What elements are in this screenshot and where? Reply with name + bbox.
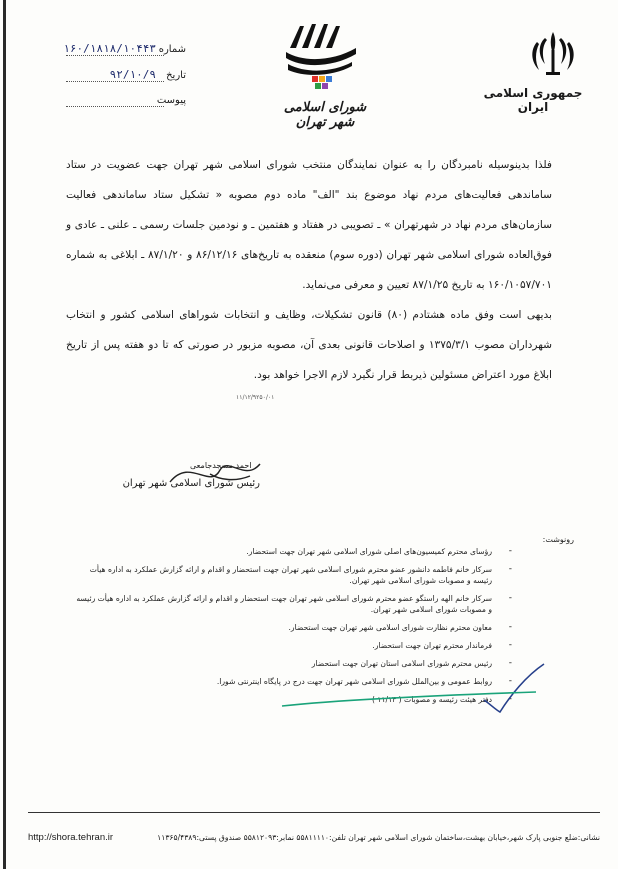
cc-heading: رونوشت:	[542, 535, 574, 544]
cc-item: - روابط عمومی و بین‌الملل شورای اسلامی شهر تهران جهت درج در پایگاه اینترنتی شورا.	[76, 676, 506, 687]
number-value: ۱۶۰/۱۸۱۸/۱۰۴۴۳	[63, 42, 156, 55]
footer-address: نشانی:ضلع جنوبی پارک شهر،خیابان بهشت،ساختمان شورای اسلامی شهر تهران تلفن:۵۵۸۱۱۱۱۰ نمابر:۵۵۸۱۲۰۹۳ صندوق پستی:۱۱۳۶۵/۴۳۸۹	[157, 833, 600, 842]
highlight-underline	[278, 686, 540, 710]
footer-website[interactable]: http://shora.tehran.ir	[28, 832, 114, 843]
cc-item: - سرکار خانم الهه راستگو عضو محترم شورای اسلامی شهر تهران جهت استحضار و اقدام و ارائه گزارش عملکرد به اداره هیأت رئیسه و مصوبات شورای اسلامی شهر تهران.	[76, 593, 506, 615]
number-label: شماره	[158, 44, 186, 55]
cc-item: - دفتر هیئت رئیسه و مصوبات ( ۱۱/۱۴ )	[76, 694, 506, 705]
signatory-name: احمد مسجدجامعی	[190, 461, 252, 470]
signatory-title: رئیس شورای اسلامی شهر تهران	[122, 478, 260, 489]
body-paragraph-2: بدیهی است وفق ماده هشتادم (۸۰) قانون تشکیلات، وظایف و انتخابات شوراهای اسلامی کشور و انتخاب شهرداران مصوب ۱۳۷۵/۳/۱ و اصلاحات قانونی بعدی آن، مصوبه مزبور در صورتی که تا دو هفته پس از تاریخ ابلاغ مورد اعتراض مسئولین ذیربط قرار نگیرد لازم الاجرا خواهد بود.	[66, 309, 552, 381]
date-label: تاریخ	[166, 70, 186, 81]
cc-item: - رئیس محترم شورای اسلامی استان تهران جهت استحضار	[76, 658, 506, 669]
body-paragraph-1: فلذا بدینوسیله نامبردگان را به عنوان نمایندگان منتخب شورای اسلامی شهر تهران جهت عضویت در ستاد ساماندهی فعالیت‌های مردم نهاد موضوع بند "الف" ماده دوم مصوبه « تشکیل ستاد ساماندهی فعالیت سازمان‌های مردم نهاد در شهرتهران » ـ تصویبی در هفتاد و هفتمین ـ و نودمین جلسات رسمی ـ علنی ـ عادی و فوق‌العاده شورای اسلامی شهر تهران (دوره سوم) منعقده به تاریخ‌های ۸۶/۱۲/۱۶ و ۸۷/۱/۲۰ ـ ابلاغی به شماره ۱۶۰/۱۰۵۷/۷۰۱ به تاریخ ۸۷/۱/۲۵ تعیین و معرفی می‌نماید.	[66, 159, 552, 291]
cc-item: - معاون محترم نظارت شورای اسلامی شهر تهران جهت استحضار.	[76, 622, 506, 633]
date-value: ۹۲/۱۰/۹	[109, 68, 156, 81]
footer-rule	[28, 812, 600, 813]
letter-body	[66, 150, 552, 390]
scan-edge	[3, 0, 6, 869]
tehran-council-logo-icon	[282, 18, 360, 98]
council-name: شورای اسلامی شهر تهران	[283, 100, 367, 130]
cc-item: - رؤسای محترم کمیسیون‌های اصلی شورای اسلامی شهر تهران جهت استحضار.	[76, 546, 506, 557]
iran-emblem-icon	[528, 30, 578, 78]
attachment-label: پیوست	[156, 95, 186, 106]
reference-note: ۱۱/۱۲/۹۲۵۰/۰۱	[236, 394, 275, 401]
government-name: جمهوری اسلامی ایران	[483, 86, 583, 114]
cc-item: - سرکار خانم فاطمه دانشور عضو محترم شورای اسلامی شهر تهران جهت استحضار و اقدام و ارائه گزارش عملکرد به اداره هیأت رئیسه و مصوبات شورای اسلامی شهر تهران.	[76, 564, 506, 586]
cc-item: - فرماندار محترم تهران جهت استحضار.	[76, 640, 506, 651]
